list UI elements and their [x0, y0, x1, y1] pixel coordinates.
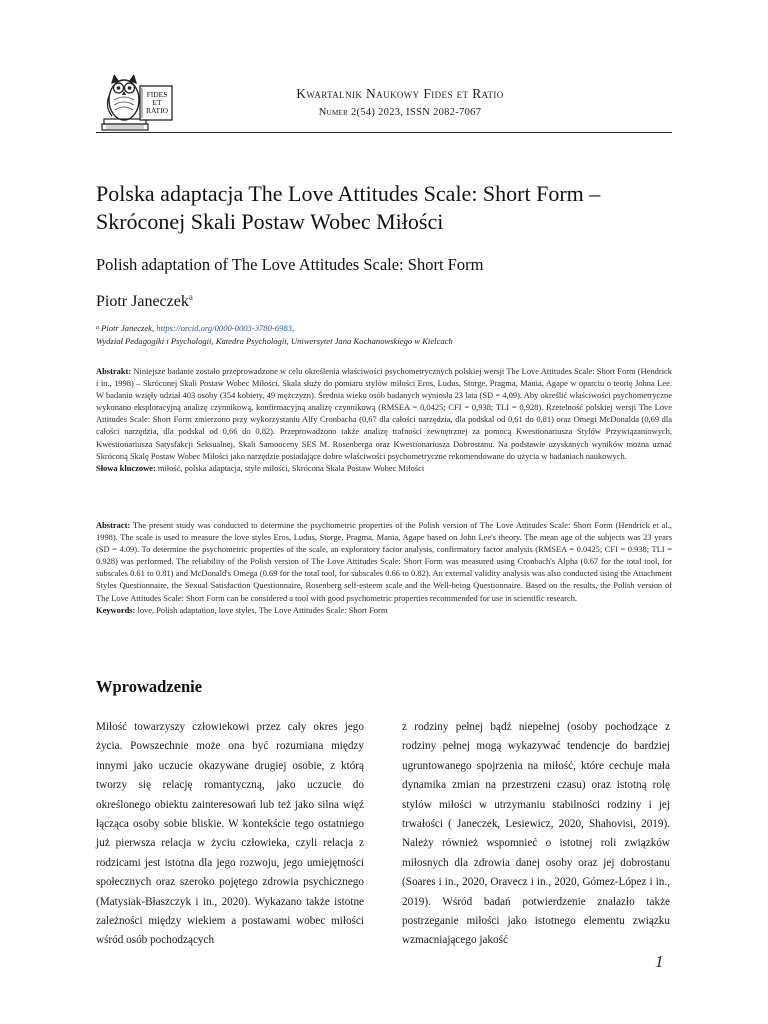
page-number: 1 — [655, 952, 664, 971]
abstract-polish-label: Abstrakt: — [96, 366, 132, 376]
body-column-right — [402, 718, 670, 951]
title-line-1: Polska adaptacja The Love Attitudes Scale: Short Form – — [96, 181, 601, 206]
author-name: Piotr Janeczek — [96, 293, 189, 310]
abstract-polish-body — [96, 365, 672, 462]
orcid-link[interactable]: https://orcid.org/0000-0003-3780-6983, — [156, 323, 295, 333]
abstract-english — [96, 519, 672, 616]
abstract-english-text: The present study was conducted to determine the psychometric properties of the Polish version of The Love Attitudes Scale: Short Form (Hendrick et al., 1998). The scale is used to measure the love styles Eros, Ludus, Storge, Pragma, Mania, Agape based on John Lee's theory. The mean age of the subjects was 23 years (SD = 4.09). To determine the psychometric properties of the scale, an exploratory factor analysis, confirmatory factor analysis (RMSEA = 0.0425; CFI = 0.938; TLI = 0.928) was performed. The reliability of the Polish version of The Love Attitudes Scale: Short Form was measured using Cronbach's Alpha (0.67 for the total tool, for subscales 0.61 to 0.81) and McDonald's Omega (0.69 for the total tool, for subscales 0.66 to 0.82). An external validity analysis was also conducted using the Attachment Styles Questionnaire, the Sexual Satisfaction Questionnaire, Rosenberg self-esteem scale and the Well-being Questionnaire. Based on the results, the Polish version of The Love Attitudes Scale: Short Form can be considered a tool with good psychometric properties recommended for use in scientific research. — [96, 520, 672, 603]
body-paragraph-left: Miłość towarzyszy człowiekowi przez cały okres jego życia. Powszechnie może ona być rozumiana między innymi jako uczucie okazywane drugiej osobie, z którą tworzy się relację romantyczną, jako uczucie do określonego obiektu zainteresowań lub też jako silna więź łącząca osoby sobie bliskie. W kontekście tego ostatniego już pierwsza relacja w życiu człowieka, czyli relacja z rodzicami jest istotna dla jego rozwoju, jego umiejętności społecznych oraz szeroko pojętego zdrowia psychicznego (Matysiak-Błaszczyk i in., 2020). Wykazano także istotne zależności między wiekiem a postawami wobec miłości wśród osób pochodzących — [96, 721, 364, 947]
author-line — [96, 293, 193, 311]
logo-text-et: ET — [152, 98, 162, 107]
affiliation — [96, 322, 672, 347]
title-line-2: Skróconej Skali Postaw Wobec Miłości — [96, 209, 444, 234]
abstract-polish-text: Niniejsze badanie zostało przeprowadzone w celu określenia właściwości psychometrycznych polskiej wersji The Love Attitudes Scale: Short Form (Hendrick i in., 1998) – Skróconej Skali Postaw Wobec Miłości. Skala służy do pomiaru stylów miłości Eros, Ludus, Storge, Pragma, Mania, Agape w oparciu o teorię Johna Lee. W badaniu wzięły udział 403 osoby (354 kobiety, 49 mężczyzn). Średnia wieku osób badanych wyniosła 23 lata (SD = 4,09). Aby określić właściwości psychometryczne wykonano eksploracyjną analizę czynnikową, konfirmacyjną analizę czynnikową (RMSEA = 0,0425; CFI = 0,938; TLI = 0,928). Rzetelność polskiej wersji The Love Attitudes Scale: Short Form zmierzono przy wykorzystaniu Alfy Cronbacha (0,67 dla całości narzędzia, dla podskal od 0,61 do 0,81) oraz Omegi McDonalda (0,69 dla całości narzędzia, dla podskal od 0,66 do 0,82). Przeprowadzono także analizę trafności zewnętrznej za pomocą Kwestionariusza Stylów Przywiązaniowych, Kwestionariusza Satysfakcji Seksualnej, Skali Samooceny SES M. Rosenberga oraz Kwestionariusza Dobrostanu. Na podstawie uzyskanych wyników można uznać Skróconą Skalę Postaw Wobec Miłości jako narzędzie posiadające dobre właściwości psychometryczne rekomendowane do użycia w badaniach naukowych. — [96, 366, 673, 461]
keywords-english-text: love, Polish adaptation, love styles, The Love Attitudes Scale: Short Form — [137, 604, 388, 615]
journal-name: Kwartalnik Naukowy Fides et Ratio — [296, 86, 504, 101]
body-column-left — [96, 718, 364, 951]
journal-logo — [98, 64, 176, 134]
keywords-polish-text: miłość, polska adaptacja, style miłości, Skrócona Skala Postaw Wobec Miłości — [157, 462, 425, 473]
logo-text-fides: FIDES — [146, 90, 168, 99]
article-title — [96, 180, 672, 236]
abstract-english-body — [96, 519, 672, 604]
affiliation-line-2: Wydział Pedagogiki i Psychologii, Katedra Psychologii, Uniwersytet Jana Kochanowskiego w Kielcach — [96, 335, 453, 346]
body-paragraph-right: z rodziny pełnej bądź niepełnej (osoby pochodzące z rodziny pełnej mogą wykazywać tendencje do bardziej ugruntowanego spojrzenia na miłość, które cechuje mała dynamika zmian na przestrzeni czasu) oraz istotną rolę stylów miłości w utrzymaniu stabilności rodziny i jej trwałości ( Janeczek, Lesiewicz, 2020, Shahovisi, 2019). Należy również wspomnieć o istotnej roli związków miłosnych dla zdrowia danej osoby oraz jej dobrostanu (Soares i in., 2020, Oravecz i in., 2020, Gómez-López i in., 2019). Wśród badań potwierdzenie znalazło także postrzeganie miłości jako istotnego elementu związku wzmacniającego jakość — [402, 721, 670, 947]
logo-text-ratio: RATIO — [145, 106, 169, 115]
abstract-english-label: Abstract: — [96, 520, 131, 530]
affiliation-author: Piotr Janeczek, — [101, 323, 157, 333]
keywords-polish-label: Słowa kluczowe: — [96, 462, 156, 473]
keywords-english-label: Keywords: — [96, 604, 136, 615]
abstract-polish — [96, 365, 672, 474]
keywords-english — [96, 604, 672, 616]
keywords-polish — [96, 462, 672, 474]
section-heading: Wprowadzenie — [96, 677, 203, 696]
article-subtitle: Polish adaptation of The Love Attitudes Scale: Short Form — [96, 255, 484, 274]
author-affiliation-marker: a — [188, 292, 193, 302]
affiliation-marker: a — [96, 325, 99, 331]
affiliation-line-1 — [96, 322, 672, 335]
issue-info: Numer 2(54) 2023, ISSN 2082-7067 — [318, 107, 482, 118]
header-rule — [96, 132, 672, 133]
owl-icon — [98, 64, 176, 134]
